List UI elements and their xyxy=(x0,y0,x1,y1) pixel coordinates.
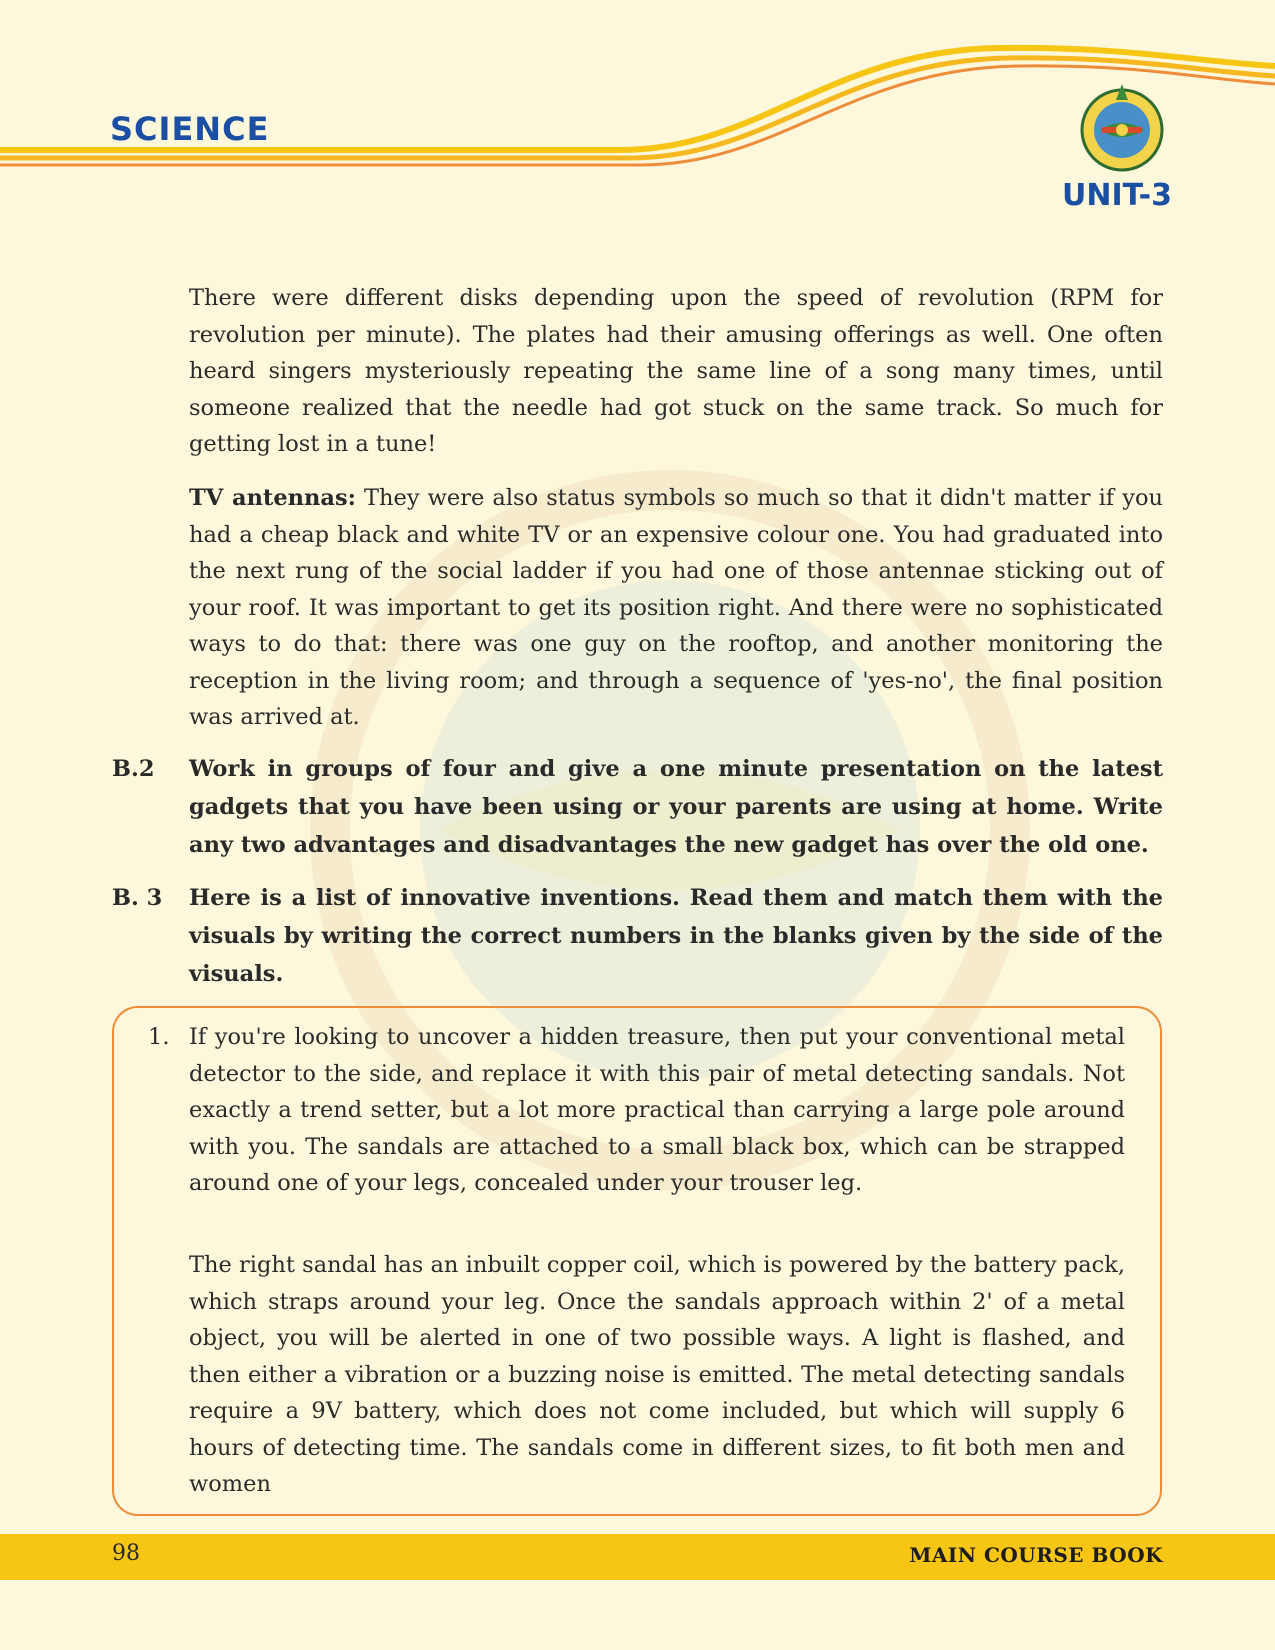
question-b2-number: B.2 xyxy=(112,756,155,782)
paragraph-disks: There were different disks depending upon the speed of revolution (RPM for revolution per minute). The plates had their amusing offerings as well. One often heard singers mysteriously repeating the same line of a song many times, until someone realized that the needle had got stuck on the same track. So much for getting lost in a tune! xyxy=(189,285,1163,457)
book-title: MAIN COURSE BOOK xyxy=(909,1543,1163,1567)
question-b3-number: B. 3 xyxy=(112,885,163,911)
question-b2-text: Work in groups of four and give a one minute presentation on the latest gadgets that you have been using or your parents are using at home. Write any two advantages and disadvantages the new gadget has over the old one. xyxy=(189,756,1163,858)
school-emblem-icon xyxy=(1072,78,1172,178)
invention-paragraph-2: The right sandal has an inbuilt copper coil, which is powered by the battery pack, which straps around your leg. Once the sandals approach within 2' of a metal object, you will be alerted in one of two possible ways. A light is flashed, and then either a vibration or a buzzing noise is emitted. The metal detecting sandals require a 9V battery, which does not come included, but which will supply 6 hours of detecting time. The sandals come in different sizes, to fit both men and women xyxy=(189,1252,1125,1497)
page-number: 98 xyxy=(112,1541,140,1566)
tv-antennas-text: They were also status symbols so much so that it didn't matter if you had a cheap black and white TV or an expensive colour one. You had graduated into the next rung of the social ladder if you had one of those antennae sticking out of your roof. It was important to get its position right. And there were no sophisticated ways to do that: there was one guy on the rooftop, and another monitoring the reception in the living room; and through a sequence of 'yes-no', the final position was arrived at. xyxy=(189,485,1163,730)
invention-paragraph-1: If you're looking to uncover a hidden treasure, then put your conventional metal detector to the side, and replace it with this pair of metal detecting sandals. Not exactly a trend setter, but a lot more practical than carrying a large pole around with you. The sandals are attached to a small black box, which can be strapped around one of your legs, concealed under your trouser leg. xyxy=(189,1024,1125,1196)
question-b3-text: Here is a list of innovative inventions. Read them and match them with the visuals by writing the correct numbers in the blanks given by the side of the visuals. xyxy=(189,885,1163,987)
paragraph-tv-antennas xyxy=(189,480,1163,736)
unit-label: UNIT-3 xyxy=(1062,178,1173,213)
subject-title: SCIENCE xyxy=(110,110,270,148)
invention-item-number: 1. xyxy=(148,1024,170,1050)
tv-antennas-label: TV antennas: xyxy=(189,485,356,511)
